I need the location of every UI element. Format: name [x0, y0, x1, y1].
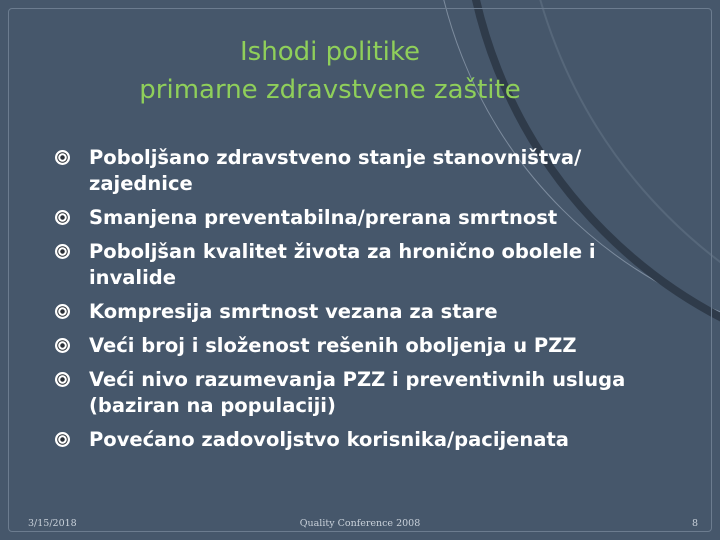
circled-dot-bullet-icon	[55, 372, 70, 387]
bullet-item	[48, 205, 688, 231]
bullet-list	[48, 145, 688, 461]
bullet-item	[48, 333, 688, 359]
slide-title	[60, 33, 600, 109]
bullet-item	[48, 367, 688, 419]
title-line: primarne zdravstvene zaštite	[139, 75, 521, 105]
circled-dot-bullet-icon	[55, 210, 70, 225]
bullet-text: Veći broj i složenost rešenih oboljenja u PZZ	[89, 334, 577, 357]
bullet-text: Smanjena preventabilna/prerana smrtnost	[89, 206, 558, 229]
title-line: Ishodi politike	[240, 37, 420, 67]
circled-dot-bullet-icon	[55, 338, 70, 353]
circled-dot-bullet-icon	[55, 244, 70, 259]
bullet-text: Poboljšano zdravstveno stanje stanovništva/ zajednice	[89, 146, 582, 195]
bullet-text: Povećano zadovoljstvo korisnika/pacijenata	[89, 428, 569, 451]
footer-title: Quality Conference 2008	[299, 518, 421, 529]
circled-dot-bullet-icon	[55, 432, 70, 447]
bullet-text: Poboljšan kvalitet života za hronično obolele i invalide	[89, 240, 596, 289]
footer-date: 3/15/2018	[28, 518, 77, 529]
bullet-item	[48, 299, 688, 325]
bullet-text: Veći nivo razumevanja PZZ i preventivnih usluga (baziran na populaciji)	[89, 368, 626, 417]
circled-dot-bullet-icon	[55, 150, 70, 165]
page-number: 8	[691, 518, 698, 529]
bullet-item	[48, 145, 688, 197]
bullet-item	[48, 427, 688, 453]
circled-dot-bullet-icon	[55, 304, 70, 319]
bullet-text: Kompresija smrtnost vezana za stare	[89, 300, 498, 323]
bullet-item	[48, 239, 688, 291]
